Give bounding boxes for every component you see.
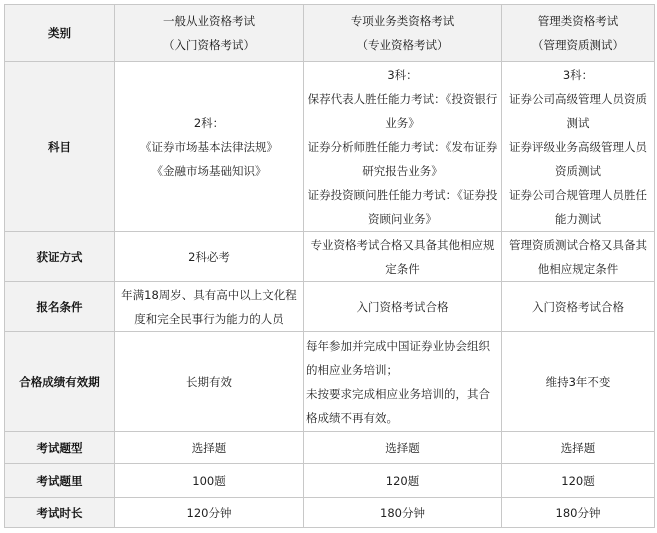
row-qtype (5, 432, 655, 464)
apply-management: 入门资格考试合格 (502, 282, 655, 332)
certify-general: 2科必考 (115, 232, 304, 282)
exam-comparison-table (4, 4, 655, 528)
qtype-management: 选择题 (502, 432, 655, 464)
header-col-management: 管理类资格考试 （管理资质测试） (502, 5, 655, 62)
validity-management: 维持3年不变 (502, 332, 655, 432)
apply-general: 年满18周岁、具有高中以上文化程度和完全民事行为能力的人员 (115, 282, 304, 332)
qcount-special: 120题 (304, 464, 502, 498)
validity-general: 长期有效 (115, 332, 304, 432)
row-qcount (5, 464, 655, 498)
qcount-general: 100题 (115, 464, 304, 498)
header-col-special: 专项业务类资格考试 （专业资格考试） (304, 5, 502, 62)
certify-management: 管理资质测试合格又具备其他相应规定条件 (502, 232, 655, 282)
qtype-special: 选择题 (304, 432, 502, 464)
certify-special: 专业资格考试合格又具备其他相应规定条件 (304, 232, 502, 282)
row-label-validity: 合格成绩有效期 (5, 332, 115, 432)
row-duration (5, 498, 655, 528)
duration-special: 180分钟 (304, 498, 502, 528)
header-corner: 类别 (5, 5, 115, 62)
footer-text (0, 527, 657, 533)
header-col-general: 一般从业资格考试 （入门资格考试） (115, 5, 304, 62)
apply-special: 入门资格考试合格 (304, 282, 502, 332)
subjects-special: 3科： 保荐代表人胜任能力考试：《投资银行业务》 证券分析师胜任能力考试：《发布证券研究报告业务》 证券投资顾问胜任能力考试：《证券投资顾问业务》 (304, 62, 502, 232)
duration-general: 120分钟 (115, 498, 304, 528)
qcount-management: 120题 (502, 464, 655, 498)
validity-special: 每年参加并完成中国证券业协会组织的相应业务培训； 未按要求完成相应业务培训的，其合格成绩不再有效。 (304, 332, 502, 432)
subjects-management: 3科： 证券公司高级管理人员资质测试 证券评级业务高级管理人员资质测试 证券公司合规管理人员胜任能力测试 (502, 62, 655, 232)
row-label-certify: 获证方式 (5, 232, 115, 282)
row-certify (5, 232, 655, 282)
duration-management: 180分钟 (502, 498, 655, 528)
row-label-qtype: 考试题型 (5, 432, 115, 464)
row-subjects (5, 62, 655, 232)
qtype-general: 选择题 (115, 432, 304, 464)
subjects-general: 2科： 《证券市场基本法律法规》 《金融市场基础知识》 (115, 62, 304, 232)
row-label-apply: 报名条件 (5, 282, 115, 332)
row-apply (5, 282, 655, 332)
row-label-duration: 考试时长 (5, 498, 115, 528)
row-validity (5, 332, 655, 432)
row-label-qcount: 考试题里 (5, 464, 115, 498)
header-row (5, 5, 655, 62)
row-label-subjects: 科目 (5, 62, 115, 232)
